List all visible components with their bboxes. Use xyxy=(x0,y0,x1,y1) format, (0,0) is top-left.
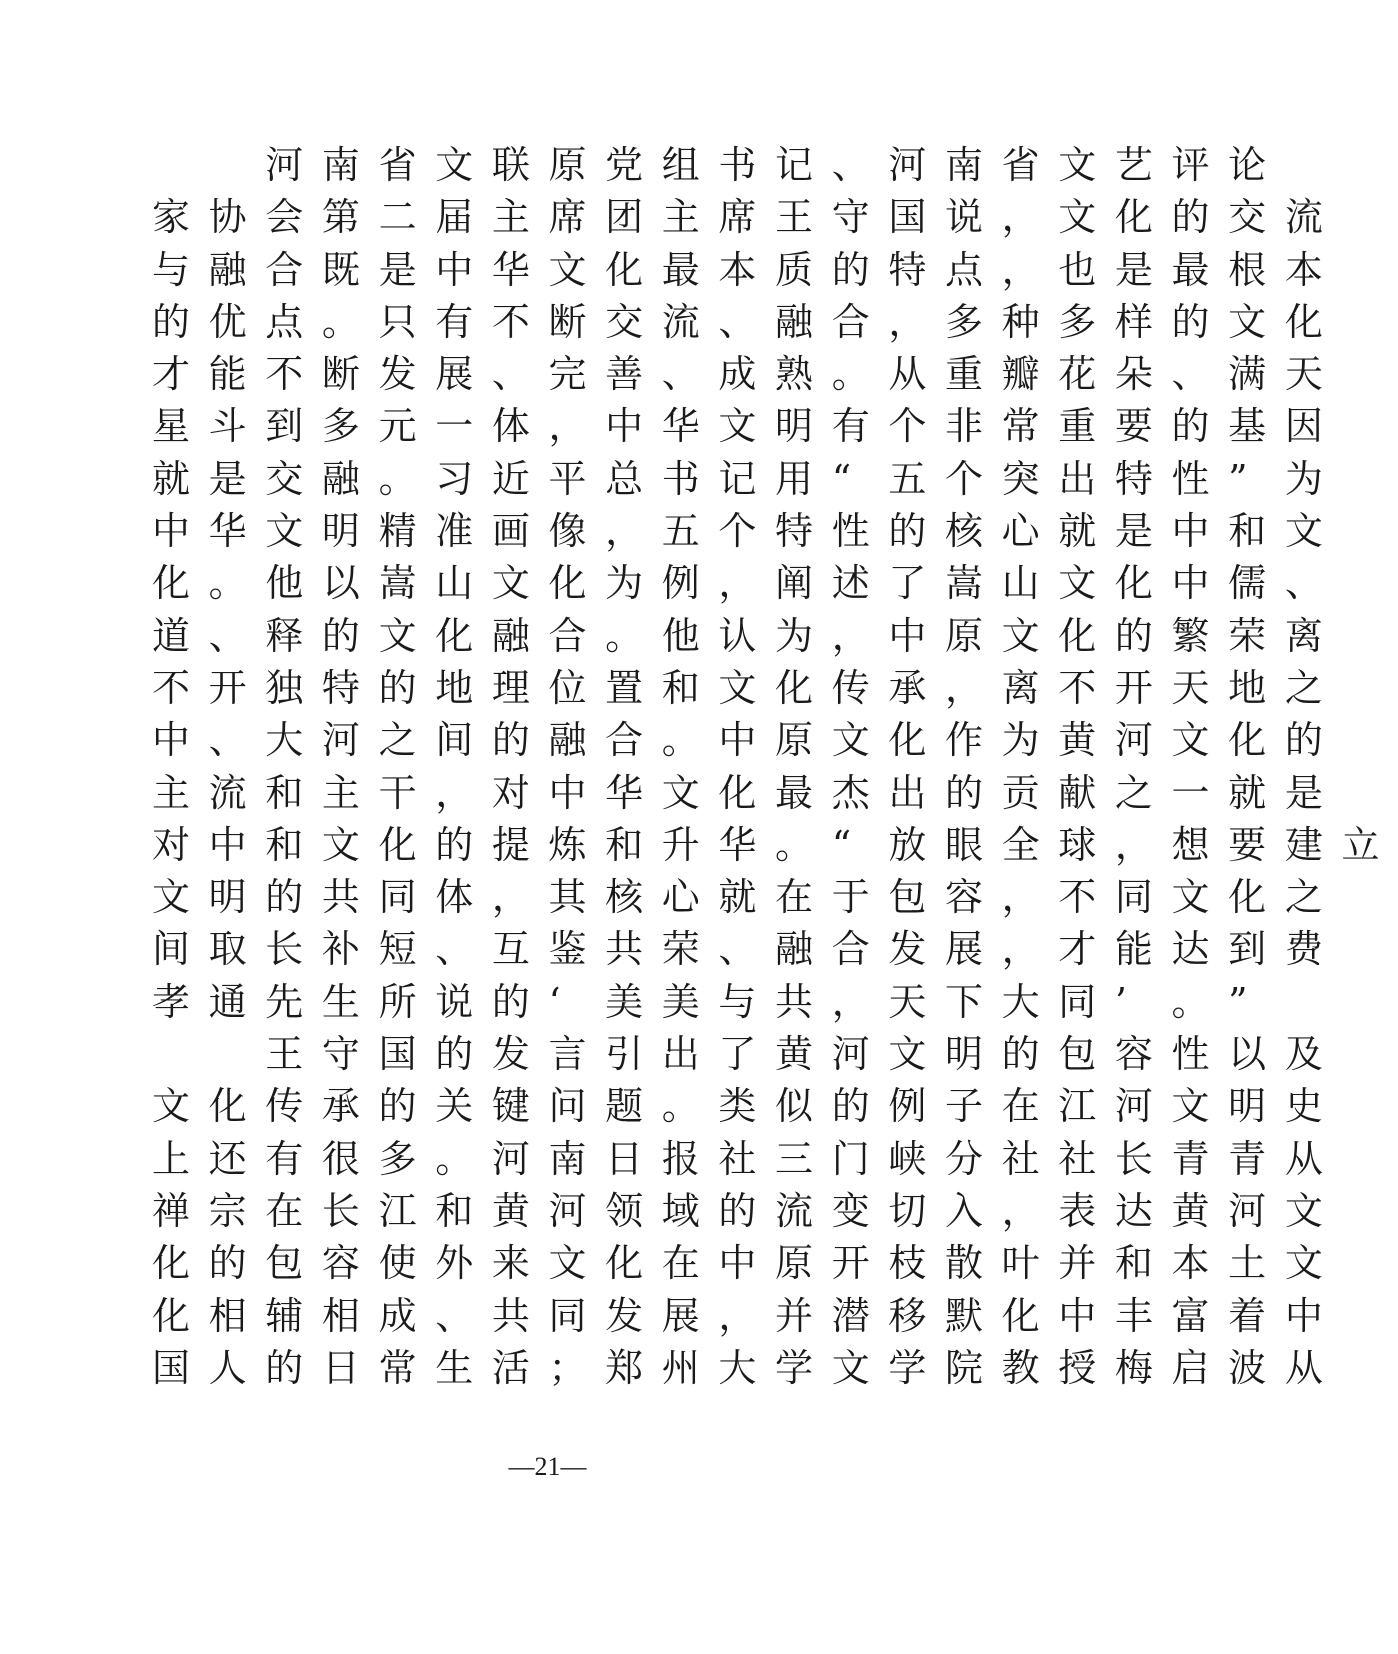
text-line: 上 还 有 很 多 。 河 南 日 报 社 三 门 峡 分 社 社 长 青 青 从 xyxy=(152,1136,1323,1181)
text-line: 就 是 交 融 。 习 近 平 总 书 记 用 “ 五 个 突 出 特 性 ” 为 xyxy=(152,456,1323,501)
text-line: 化 。 他 以 嵩 山 文 化 为 例 ， 阐 述 了 嵩 山 文 化 中 儒 、 xyxy=(152,561,1323,606)
text-line: 王 守 国 的 发 言 引 出 了 黄 河 文 明 的 包 容 性 以 及 xyxy=(265,1032,1323,1077)
text-line: 家 协 会 第 二 届 主 席 团 主 席 王 守 国 说 ， 文 化 的 交 流 xyxy=(152,195,1323,240)
text-line: 文 明 的 共 同 体 ， 其 核 心 就 在 于 包 容 ， 不 同 文 化 之 xyxy=(152,875,1323,920)
text-line: 道 、 释 的 文 化 融 合 。 他 认 为 ， 中 原 文 化 的 繁 荣 离 xyxy=(152,613,1323,658)
page-number: —21— xyxy=(508,1452,587,1481)
text-line: 中 、 大 河 之 间 的 融 合 。 中 原 文 化 作 为 黄 河 文 化 的 xyxy=(152,718,1323,763)
text-line: 化 相 辅 相 成 、 共 同 发 展 ， 并 潜 移 默 化 中 丰 富 着 中 xyxy=(152,1293,1323,1338)
text-line: 对 中 和 文 化 的 提 炼 和 升 华 。 “ 放 眼 全 球 ， 想 要 建 立 xyxy=(152,822,1380,867)
text-line: 才 能 不 断 发 展 、 完 善 、 成 熟 。 从 重 瓣 花 朵 、 满 天 xyxy=(152,352,1323,397)
text-line: 的 优 点 。 只 有 不 断 交 流 、 融 合 ， 多 种 多 样 的 文 化 xyxy=(152,299,1323,344)
text-line: 星 斗 到 多 元 一 体 ， 中 华 文 明 有 个 非 常 重 要 的 基 因 xyxy=(152,404,1323,449)
text-line: 化 的 包 容 使 外 来 文 化 在 中 原 开 枝 散 叶 并 和 本 土 文 xyxy=(152,1241,1323,1286)
body-text xyxy=(152,139,1380,1394)
text-line: 文 化 传 承 的 关 键 问 题 。 类 似 的 例 子 在 江 河 文 明 史 xyxy=(152,1084,1323,1129)
text-line: 河 南 省 文 联 原 党 组 书 记 、 河 南 省 文 艺 评 论 xyxy=(265,143,1267,187)
text-line: 间 取 长 补 短 、 互 鉴 共 荣 、 融 合 发 展 ， 才 能 达 到 费 xyxy=(152,927,1323,972)
text-line: 禅 宗 在 长 江 和 黄 河 领 域 的 流 变 切 入 ， 表 达 黄 河 文 xyxy=(152,1188,1323,1233)
text-line: 不 开 独 特 的 地 理 位 置 和 文 化 传 承 ， 离 不 开 天 地 之 xyxy=(152,665,1323,710)
text-line: 主 流 和 主 干 ， 对 中 华 文 化 最 杰 出 的 贡 献 之 一 就 是 xyxy=(152,770,1323,815)
text-line: 国 人 的 日 常 生 活 ； 郑 州 大 学 文 学 院 教 授 梅 启 波 从 xyxy=(152,1345,1323,1390)
text-line: 与 融 合 既 是 中 华 文 化 最 本 质 的 特 点 ， 也 是 最 根 本 xyxy=(152,247,1323,292)
text-line: 中 华 文 明 精 准 画 像 ， 五 个 特 性 的 核 心 就 是 中 和 文 xyxy=(152,509,1323,554)
text-line: 孝 通 先 生 所 说 的 ‘ 美 美 与 共 ， 天 下 大 同 ’ 。 ” xyxy=(152,979,1248,1024)
